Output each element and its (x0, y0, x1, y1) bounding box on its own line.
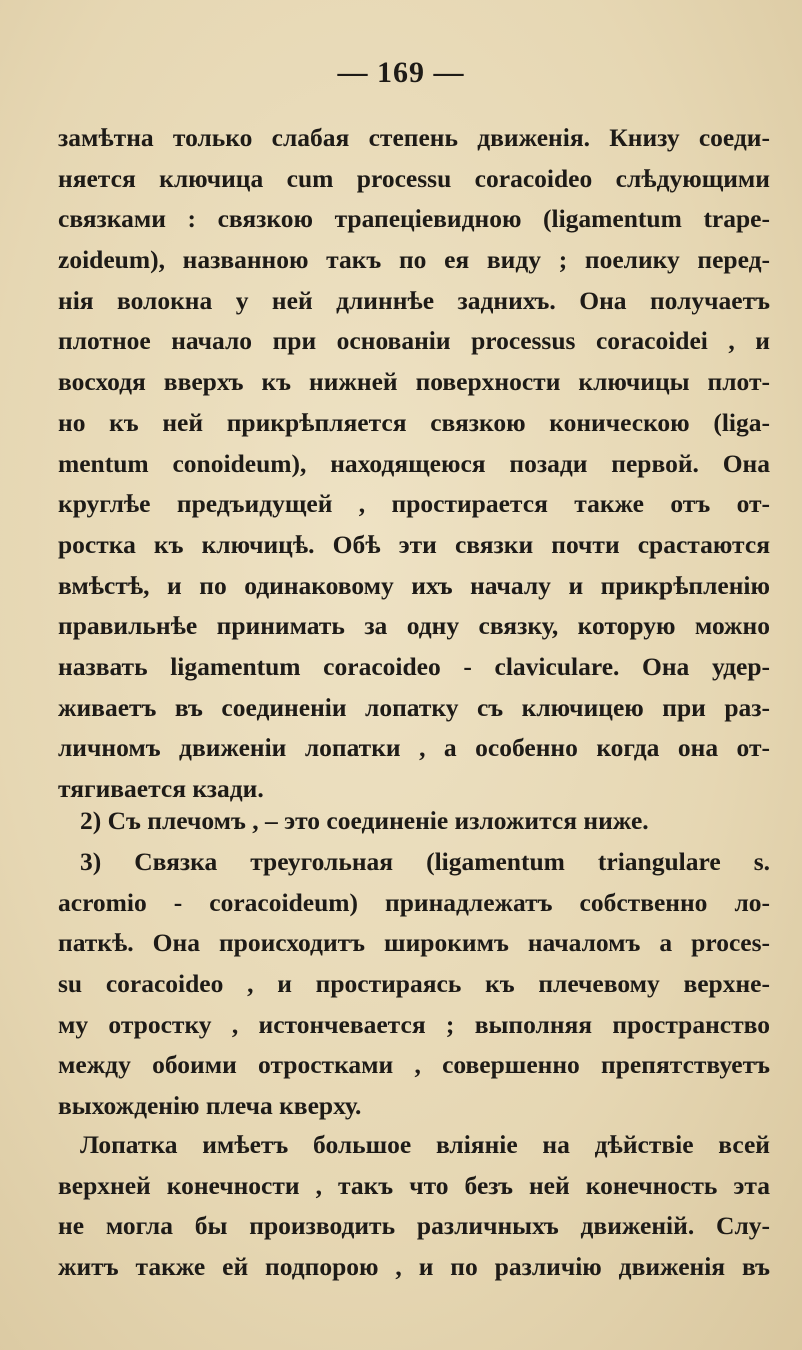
text-line: но къ ней прикрѣпляется связкою коническою (liga- (58, 407, 770, 437)
text-line: ростка къ ключицѣ. Обѣ эти связки почти срастаются (58, 529, 770, 559)
text-line: Лопатка имѣетъ большое вліяніе на дѣйствіе всей (80, 1130, 770, 1159)
text-line: восходя вверхъ къ нижней поверхности ключицы плот- (58, 367, 770, 397)
text-line: житъ также ей подпорою , и по различію движенія въ (58, 1252, 770, 1282)
text-line: 2) Съ плечомъ , – это соединеніе изложится ниже. (80, 806, 649, 835)
text-line: не могла бы производить различныхъ движеній. Слу- (58, 1211, 770, 1241)
page-number: — 169 — (337, 56, 465, 89)
text-line: 3) Связка треугольная (ligamentum triangulare s. (80, 847, 770, 876)
text-line: mentum conoideum), находящеюся позади первой. Она (58, 448, 770, 478)
paragraph-triangular-ligament (58, 842, 770, 1127)
text-line: назвать ligamentum coracoideo - claviculare. Она удер- (58, 651, 770, 681)
text-line: личномъ движеніи лопатки , а особенно когда она от- (58, 733, 770, 763)
paragraph-clavicle-ligaments (58, 118, 770, 810)
text-line: acromio - coracoideum) принадлежатъ собственно ло- (58, 887, 770, 917)
text-line: правильнѣе принимать за одну связку, которую можно (58, 611, 770, 641)
text-line: замѣтна только слабая степень движенія. Книзу соеди- (58, 123, 770, 152)
text-line: круглѣе предъидущей , простирается также отъ от- (58, 489, 770, 519)
text-line: вмѣстѣ, и по одинаковому ихъ началу и прикрѣпленію (58, 570, 770, 600)
text-line: нія волокна у ней длиннѣе заднихъ. Она получаетъ (58, 285, 770, 315)
text-line: связками : связкою трапеціевидною (ligamentum trape- (58, 204, 770, 234)
text-line: паткѣ. Она происходитъ широкимъ началомъ a proces- (58, 928, 770, 958)
text-line: му отростку , истончевается ; выполняя пространство (58, 1009, 770, 1039)
text-line: живаетъ въ соединеніи лопатку съ ключицею при раз- (58, 692, 770, 722)
text-line: su coracoideo , и простираясь къ плечевому верхне- (58, 969, 770, 999)
text-line: между обоими отростками , совершенно препятствуетъ (58, 1050, 770, 1080)
paragraph-shoulder-connection (58, 801, 770, 842)
text-line: плотное начало при основаніи processus coracoidei , и (58, 326, 770, 356)
paragraph-scapula-influence (58, 1125, 770, 1288)
text-line: няется ключица cum processu coracoideo слѣдующими (58, 163, 770, 193)
text-line: zoideum), названною такъ по ея виду ; поелику перед- (58, 245, 770, 275)
text-line: выхожденію плеча кверху. (58, 1091, 362, 1121)
text-line: верхней конечности , такъ что безъ ней конечность эта (58, 1170, 770, 1200)
text-line: тягивается кзади. (58, 774, 264, 803)
